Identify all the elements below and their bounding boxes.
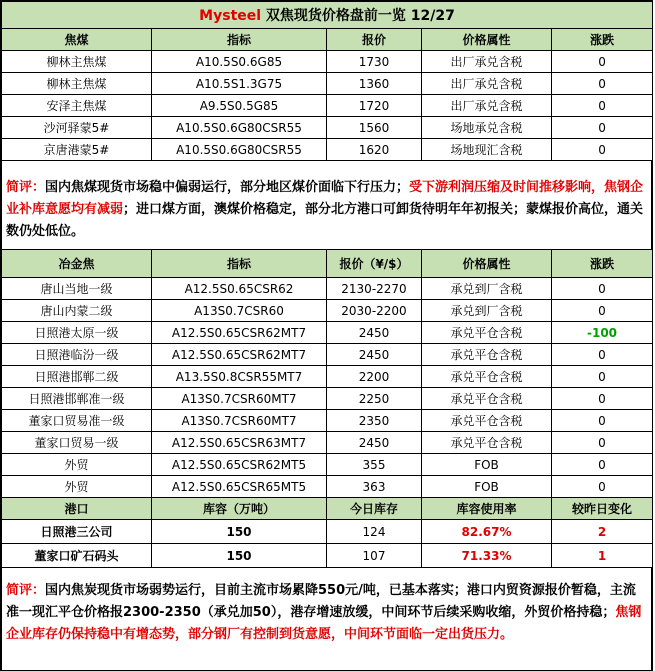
table-cell: 柳林主焦煤 bbox=[2, 73, 152, 95]
table-row bbox=[2, 410, 653, 432]
table-cell: A12.5S0.65CSR62MT7 bbox=[152, 344, 327, 366]
table-row bbox=[2, 278, 653, 300]
table-cell: 0 bbox=[552, 278, 653, 300]
page-title: Mysteel 双焦现货价格盘前一览 12/27 bbox=[2, 2, 653, 29]
table-cell: A10.5S0.6G80CSR55 bbox=[152, 117, 327, 139]
table-cell: FOB bbox=[422, 454, 552, 476]
table-cell: 0 bbox=[552, 300, 653, 322]
table-cell: 董家口贸易一级 bbox=[2, 432, 152, 454]
table-cell: 库容使用率 bbox=[422, 498, 552, 520]
table-cell: 库容（万吨） bbox=[152, 498, 327, 520]
table-cell: 涨跌 bbox=[552, 29, 653, 51]
table-cell: 0 bbox=[552, 476, 653, 498]
table-cell: 1 bbox=[552, 544, 653, 568]
table-cell: A12.5S0.65CSR62MT7 bbox=[152, 322, 327, 344]
table-cell: 150 bbox=[152, 544, 327, 568]
table-row bbox=[2, 476, 653, 498]
table-cell: A13S0.7CSR60 bbox=[152, 300, 327, 322]
table-cell: 1360 bbox=[327, 73, 422, 95]
table-row bbox=[2, 454, 653, 476]
table-cell: A10.5S0.6G85 bbox=[152, 51, 327, 73]
table-cell: 承兑到厂含税 bbox=[422, 300, 552, 322]
table-row bbox=[2, 366, 653, 388]
table-cell: 0 bbox=[552, 73, 653, 95]
coke-table bbox=[1, 1, 653, 161]
table-cell: 124 bbox=[327, 520, 422, 544]
table-cell: 355 bbox=[327, 454, 422, 476]
table-row bbox=[2, 520, 653, 544]
table-cell: 1560 bbox=[327, 117, 422, 139]
table-cell: 0 bbox=[552, 432, 653, 454]
table-cell: 承兑平仓含税 bbox=[422, 366, 552, 388]
table-cell: 董家口矿石码头 bbox=[2, 544, 152, 568]
port-table-header bbox=[2, 498, 653, 520]
table-row bbox=[2, 139, 653, 161]
table-cell: 承兑到厂含税 bbox=[422, 278, 552, 300]
table-cell: A12.5S0.65CSR63MT7 bbox=[152, 432, 327, 454]
table-cell: 0 bbox=[552, 95, 653, 117]
table-cell: -100 bbox=[552, 322, 653, 344]
table-cell: 0 bbox=[552, 117, 653, 139]
table-cell: 出厂承兑含税 bbox=[422, 73, 552, 95]
table-cell: 价格属性 bbox=[422, 250, 552, 278]
table-cell: A13.5S0.8CSR55MT7 bbox=[152, 366, 327, 388]
table-cell: 0 bbox=[552, 410, 653, 432]
table-cell: 2130-2270 bbox=[327, 278, 422, 300]
table-cell: 安泽主焦煤 bbox=[2, 95, 152, 117]
table-row bbox=[2, 344, 653, 366]
table-cell: A10.5S0.6G80CSR55 bbox=[152, 139, 327, 161]
table-cell: 董家口贸易准一级 bbox=[2, 410, 152, 432]
table-cell: 2450 bbox=[327, 432, 422, 454]
table-cell: 冶金焦 bbox=[2, 250, 152, 278]
table-cell: 承兑平仓含税 bbox=[422, 432, 552, 454]
table-cell: 0 bbox=[552, 139, 653, 161]
table-cell: 2350 bbox=[327, 410, 422, 432]
table-cell: 价格属性 bbox=[422, 29, 552, 51]
table-cell: 指标 bbox=[152, 250, 327, 278]
table-cell: 0 bbox=[552, 366, 653, 388]
table-row bbox=[2, 300, 653, 322]
table-cell: 107 bbox=[327, 544, 422, 568]
table-cell: 报价 bbox=[327, 29, 422, 51]
table-cell: 承兑平仓含税 bbox=[422, 410, 552, 432]
table-cell: A13S0.7CSR60MT7 bbox=[152, 410, 327, 432]
table-cell: 1620 bbox=[327, 139, 422, 161]
table-cell: 京唐港蒙5# bbox=[2, 139, 152, 161]
table-cell: 363 bbox=[327, 476, 422, 498]
table-cell: 2450 bbox=[327, 344, 422, 366]
table-cell: 日照港邯郸二级 bbox=[2, 366, 152, 388]
table-row bbox=[2, 322, 653, 344]
table-cell: 150 bbox=[152, 520, 327, 544]
table-cell: 2030-2200 bbox=[327, 300, 422, 322]
table-cell: 场地现汇含税 bbox=[422, 139, 552, 161]
table-cell: 涨跌 bbox=[552, 250, 653, 278]
table-cell: 2 bbox=[552, 520, 653, 544]
table-row bbox=[2, 432, 653, 454]
met-coke-table bbox=[1, 249, 653, 568]
table-cell: 沙河驿蒙5# bbox=[2, 117, 152, 139]
table-cell: 日照港邯郸准一级 bbox=[2, 388, 152, 410]
table-cell: 出厂承兑含税 bbox=[422, 51, 552, 73]
table-cell: 0 bbox=[552, 344, 653, 366]
table-cell: 2250 bbox=[327, 388, 422, 410]
table-cell: 82.67% bbox=[422, 520, 552, 544]
table-cell: 柳林主焦煤 bbox=[2, 51, 152, 73]
table-cell: FOB bbox=[422, 476, 552, 498]
table-cell: 指标 bbox=[152, 29, 327, 51]
table-cell: 2450 bbox=[327, 322, 422, 344]
table-cell: 1720 bbox=[327, 95, 422, 117]
table-cell: A13S0.7CSR60MT7 bbox=[152, 388, 327, 410]
table-cell: 0 bbox=[552, 388, 653, 410]
table-cell: 71.33% bbox=[422, 544, 552, 568]
table-cell: 承兑平仓含税 bbox=[422, 388, 552, 410]
table-header bbox=[2, 250, 653, 278]
table-cell: 外贸 bbox=[2, 454, 152, 476]
table-row bbox=[2, 73, 653, 95]
table-cell: 焦煤 bbox=[2, 29, 152, 51]
table-cell: 外贸 bbox=[2, 476, 152, 498]
table-cell: 出厂承兑含税 bbox=[422, 95, 552, 117]
table-cell: A12.5S0.65CSR62 bbox=[152, 278, 327, 300]
table-row bbox=[2, 388, 653, 410]
table-cell: 1730 bbox=[327, 51, 422, 73]
table-cell: 日照港临汾一级 bbox=[2, 344, 152, 366]
table-cell: A12.5S0.65CSR65MT5 bbox=[152, 476, 327, 498]
table-cell: 0 bbox=[552, 454, 653, 476]
table-cell: 0 bbox=[552, 51, 653, 73]
table-cell: A12.5S0.65CSR62MT5 bbox=[152, 454, 327, 476]
table-row bbox=[2, 117, 653, 139]
table-cell: 唐山内蒙二级 bbox=[2, 300, 152, 322]
table-row bbox=[2, 544, 653, 568]
table-cell: 报价（¥/$） bbox=[327, 250, 422, 278]
coke-commentary: 简评：国内焦炭现货市场弱势运行，目前主流市场累降550元/吨，已基本落实；港口内贸资源报价暂稳，主流准一现汇平仓价格报2300-2350（承兑加50），港存增速放缓，中间环节后续采购收缩，外贸价格持稳；焦钢企业库存仍保持稳中有增态势，部分钢厂有控制到货意愿，中间环节面临一定出货压力。 bbox=[1, 568, 652, 670]
table-cell: 场地承兑含税 bbox=[422, 117, 552, 139]
table-cell: 日照港太原一级 bbox=[2, 322, 152, 344]
table-cell: 唐山当地一级 bbox=[2, 278, 152, 300]
table-row bbox=[2, 51, 653, 73]
table-row bbox=[2, 95, 653, 117]
coal-commentary: 简评：国内焦煤现货市场稳中偏弱运行，部分地区煤价面临下行压力；受下游利润压缩及时间推移影响，焦钢企业补库意愿均有减弱；进口煤方面，澳煤价格稳定，部分北方港口可卸货待明年年初报关；蒙煤报价高位，通关数仍处低位。 bbox=[1, 161, 652, 249]
table-cell: 承兑平仓含税 bbox=[422, 322, 552, 344]
table-cell: 2200 bbox=[327, 366, 422, 388]
table-cell: 今日库存 bbox=[327, 498, 422, 520]
table-cell: 日照港三公司 bbox=[2, 520, 152, 544]
table-cell: A9.5S0.5G85 bbox=[152, 95, 327, 117]
table-cell: 较昨日变化 bbox=[552, 498, 653, 520]
table-cell: A10.5S1.3G75 bbox=[152, 73, 327, 95]
table-header bbox=[2, 29, 653, 51]
table-cell: 港口 bbox=[2, 498, 152, 520]
table-cell: 承兑平仓含税 bbox=[422, 344, 552, 366]
